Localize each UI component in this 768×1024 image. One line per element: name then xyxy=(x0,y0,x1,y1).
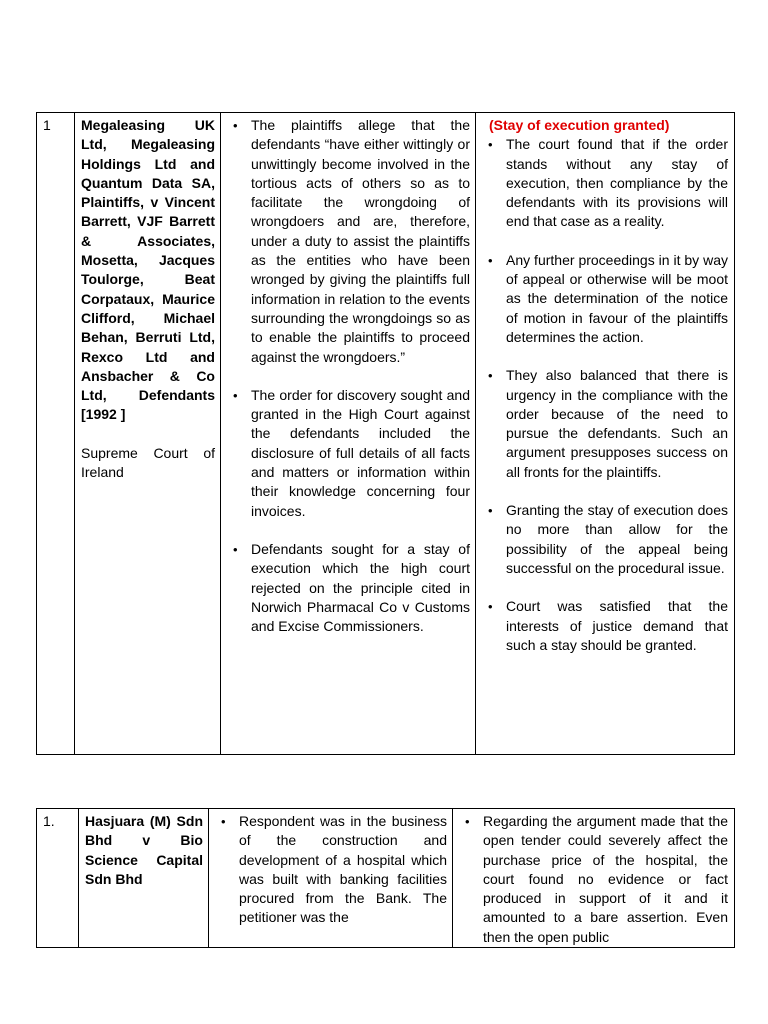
court-name: Supreme Court of Ireland xyxy=(81,444,215,481)
holding-item: • Granting the stay of execution does no more than allow for the possibility of the appeal being successful on the procedural issue. xyxy=(482,501,728,578)
case-facts-cell xyxy=(221,113,476,755)
case-facts-cell xyxy=(209,809,453,948)
case-number: 1 xyxy=(37,113,75,755)
holding-item: • Regarding the argument made that the open tender could severely affect the purchase price of the hospital, the court found no evidence or fact produced in support of it and it amounted to a bare assertion. Even then the open public xyxy=(459,812,728,947)
holding-item: • Court was satisfied that the interests of justice demand that such a stay should be granted. xyxy=(482,597,728,655)
case-parties: Hasjuara (M) Sdn Bhd v Bio Science Capital Sdn Bhd xyxy=(79,809,209,948)
case-table-1 xyxy=(36,112,735,755)
fact-item: • Respondent was in the business of the construction and development of a hospital which was built with banking facilities procured from the Bank. The petitioner was the xyxy=(215,812,447,928)
holding-item: • They also balanced that there is urgency in the compliance with the order because of the need to pursue the defendants. Such an argument presupposes success on all fronts for the plaintiffs. xyxy=(482,366,728,482)
fact-item: • The plaintiffs allege that the defendants “have either wittingly or unwittingly become involved in the tortious acts of others so as to facilitate the wrongdoing of wrongdoers and are, therefore, under a duty to assist the plaintiffs as the entities who have been wronged by giving the plaintiffs full information in relation to the events surrounding the wrongdoings so as to enable the plaintiffs to proceed against the wrongdoers.” xyxy=(227,116,470,367)
case-parties-cell xyxy=(75,113,221,755)
case-holding-cell xyxy=(453,809,735,948)
outcome-label: (Stay of execution granted) xyxy=(489,117,670,133)
fact-item: • Defendants sought for a stay of execution which the high court rejected on the principle cited in Norwich Pharmacal Co v Customs and Excise Commissioners. xyxy=(227,540,470,636)
table-row xyxy=(37,809,735,948)
case-number: 1. xyxy=(37,809,79,948)
case-table-2 xyxy=(36,808,735,948)
case-parties: Megaleasing UK Ltd, Megaleasing Holdings Ltd and Quantum Data SA, Plaintiffs, v Vincent Barrett, VJF Barrett & Associates, Mosetta, Jacques Toulorge, Beat Corpataux, Maurice Clifford, Michael Behan, Berruti Ltd, Rexco Ltd and Ansbacher & Co Ltd, Defendants [1992 ] xyxy=(81,117,215,423)
holding-item: • The court found that if the order stands without any stay of execution, then compliance by the defendants with its provisions will end that case as a reality. xyxy=(482,135,728,231)
table-row xyxy=(37,113,735,755)
holding-item: • Any further proceedings in it by way of appeal or otherwise will be moot as the determination of the notice of motion in favour of the plaintiffs determines the action. xyxy=(482,251,728,347)
fact-item: • The order for discovery sought and granted in the High Court against the defendants included the disclosure of full details of all facts and matters or information within their knowledge concerning four invoices. xyxy=(227,386,470,521)
case-holding-cell xyxy=(476,113,735,755)
